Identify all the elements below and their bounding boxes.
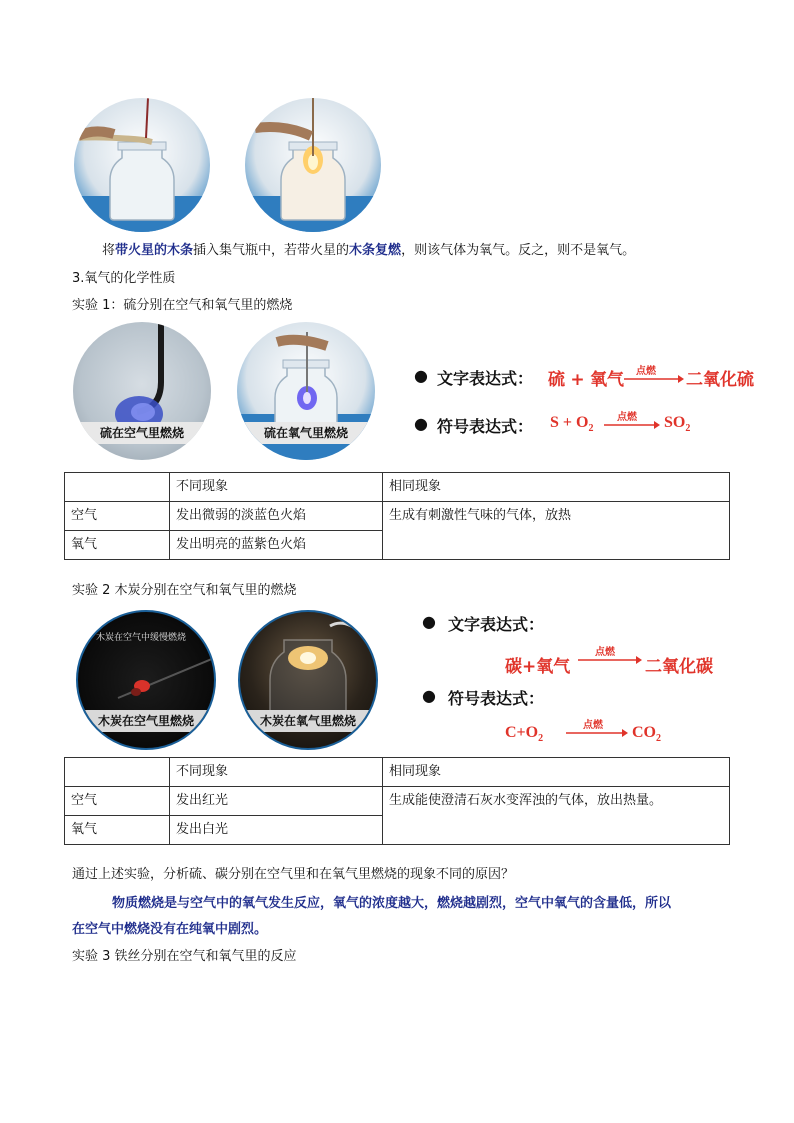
table-header-cell: 相同现象 (383, 473, 730, 502)
highlight-text: 带火星的木条 (115, 243, 194, 258)
text-segment: 插入集气瓶中，若带火星的 (193, 243, 350, 258)
formula-text: S + O (550, 414, 589, 431)
table-header-cell: 不同现象 (170, 473, 383, 502)
table-header-row (65, 473, 730, 502)
word-product: 二氧化碳 (645, 657, 713, 677)
table-cell: 发出红光 (170, 787, 383, 816)
subscript: 2 (538, 733, 544, 745)
table-cell: 氧气 (65, 816, 170, 845)
exp2-results-table (64, 757, 730, 845)
condition-label: 点燃 (636, 366, 656, 377)
photo-caption: 硫在氧气里燃烧 (237, 422, 375, 444)
table-cell-same: 生成能使澄清石灰水变浑浊的气体，放出热量。 (383, 787, 730, 845)
table-cell: 空气 (65, 502, 170, 531)
bottle-illustration (74, 98, 210, 232)
table-row (65, 787, 730, 816)
word-equation (548, 365, 624, 390)
table-header-row (65, 758, 730, 787)
bullet-dot: ● (414, 366, 428, 385)
table-cell: 发出微弱的淡蓝色火焰 (170, 502, 383, 531)
word-equation-label: 文字表达式： (437, 369, 534, 388)
table-cell-same: 生成有刺激性气味的气体，放热 (383, 502, 730, 560)
sulfur-in-oxygen-photo (237, 322, 375, 460)
photo-overlay-text: 木炭在空气中缓慢燃烧 (96, 633, 187, 643)
photo-caption: 木炭在空气里燃烧 (78, 710, 214, 732)
sulfur-in-air-photo (73, 322, 211, 460)
table-cell: 氧气 (65, 531, 170, 560)
splint-in-bottle-photo-1 (74, 98, 210, 232)
reactant: 氧气 (590, 370, 625, 390)
table-header-cell (65, 758, 170, 787)
reaction-arrow-icon (566, 728, 628, 738)
splint-in-bottle-photo-2 (245, 98, 381, 232)
charcoal-in-air-photo (76, 610, 216, 750)
plus-sign: + (570, 370, 585, 390)
reaction-arrow-icon (578, 655, 642, 665)
bottle-glow-illustration (245, 98, 381, 232)
table-row (65, 502, 730, 531)
word-product: 二氧化硫 (686, 370, 754, 390)
formula-text: CO (632, 724, 656, 741)
subscript: 2 (588, 423, 594, 435)
table-cell: 空气 (65, 787, 170, 816)
analysis-question: 通过上述实验，分析硫、碳分别在空气里和在氧气里燃烧的现象不同的原因？ (72, 867, 515, 882)
text-segment: ，则该气体为氧气。反之，则不是氧气。 (401, 243, 636, 258)
symbol-product (632, 724, 661, 744)
photo-caption: 硫在空气里燃烧 (73, 422, 211, 444)
reaction-arrow-icon (624, 374, 684, 384)
experiment-1-title: 实验 1：硫分别在空气和氧气里的燃烧 (72, 298, 293, 313)
table-header-cell: 相同现象 (383, 758, 730, 787)
experiment-2-title: 实验 2 木炭分别在空气和氧气里的燃烧 (72, 583, 297, 598)
table-header-cell: 不同现象 (170, 758, 383, 787)
bullet-dot: ● (422, 686, 436, 705)
word-equation-label: 文字表达式： (448, 615, 545, 634)
reactant: 硫 (548, 370, 565, 390)
symbol-equation-label: 符号表达式： (448, 689, 545, 708)
splint-test-sentence (102, 242, 635, 260)
table-cell: 发出明亮的蓝紫色火焰 (170, 531, 383, 560)
condition-label: 点燃 (617, 412, 637, 423)
experiment-3-title: 实验 3 铁丝分别在空气和氧气里的反应 (72, 949, 297, 964)
word-reactants: 碳+氧气 (505, 657, 571, 677)
bullet-dot: ● (414, 414, 428, 433)
symbol-product (664, 414, 690, 434)
symbol-equation-label: 符号表达式： (437, 417, 534, 436)
reaction-arrow-icon (604, 420, 660, 430)
answer-line-1: 物质燃烧是与空气中的氧气发生反应，氧气的浓度越大，燃烧越剧烈，空气中氧气的含量低，所以 (112, 895, 672, 910)
text-segment: 将 (102, 243, 116, 258)
exp1-results-table (64, 472, 730, 560)
charcoal-in-oxygen-photo (238, 610, 378, 750)
condition-label: 点燃 (595, 647, 615, 658)
photo-caption: 木炭在氧气里燃烧 (240, 710, 376, 732)
table-cell: 发出白光 (170, 816, 383, 845)
subscript: 2 (656, 733, 661, 745)
section-title: 3.氧气的化学性质 (72, 271, 176, 286)
subscript: 2 (685, 423, 691, 435)
formula-text: SO (664, 414, 686, 431)
formula-text: C+O (505, 724, 539, 741)
condition-label: 点燃 (583, 720, 603, 731)
highlight-text: 木条复燃 (349, 243, 402, 258)
bullet-dot: ● (422, 612, 436, 631)
symbol-reactants (550, 414, 593, 434)
answer-line-2: 在空气中燃烧没有在纯氧中剧烈。 (72, 921, 268, 936)
table-header-cell (65, 473, 170, 502)
symbol-reactants (505, 724, 543, 744)
